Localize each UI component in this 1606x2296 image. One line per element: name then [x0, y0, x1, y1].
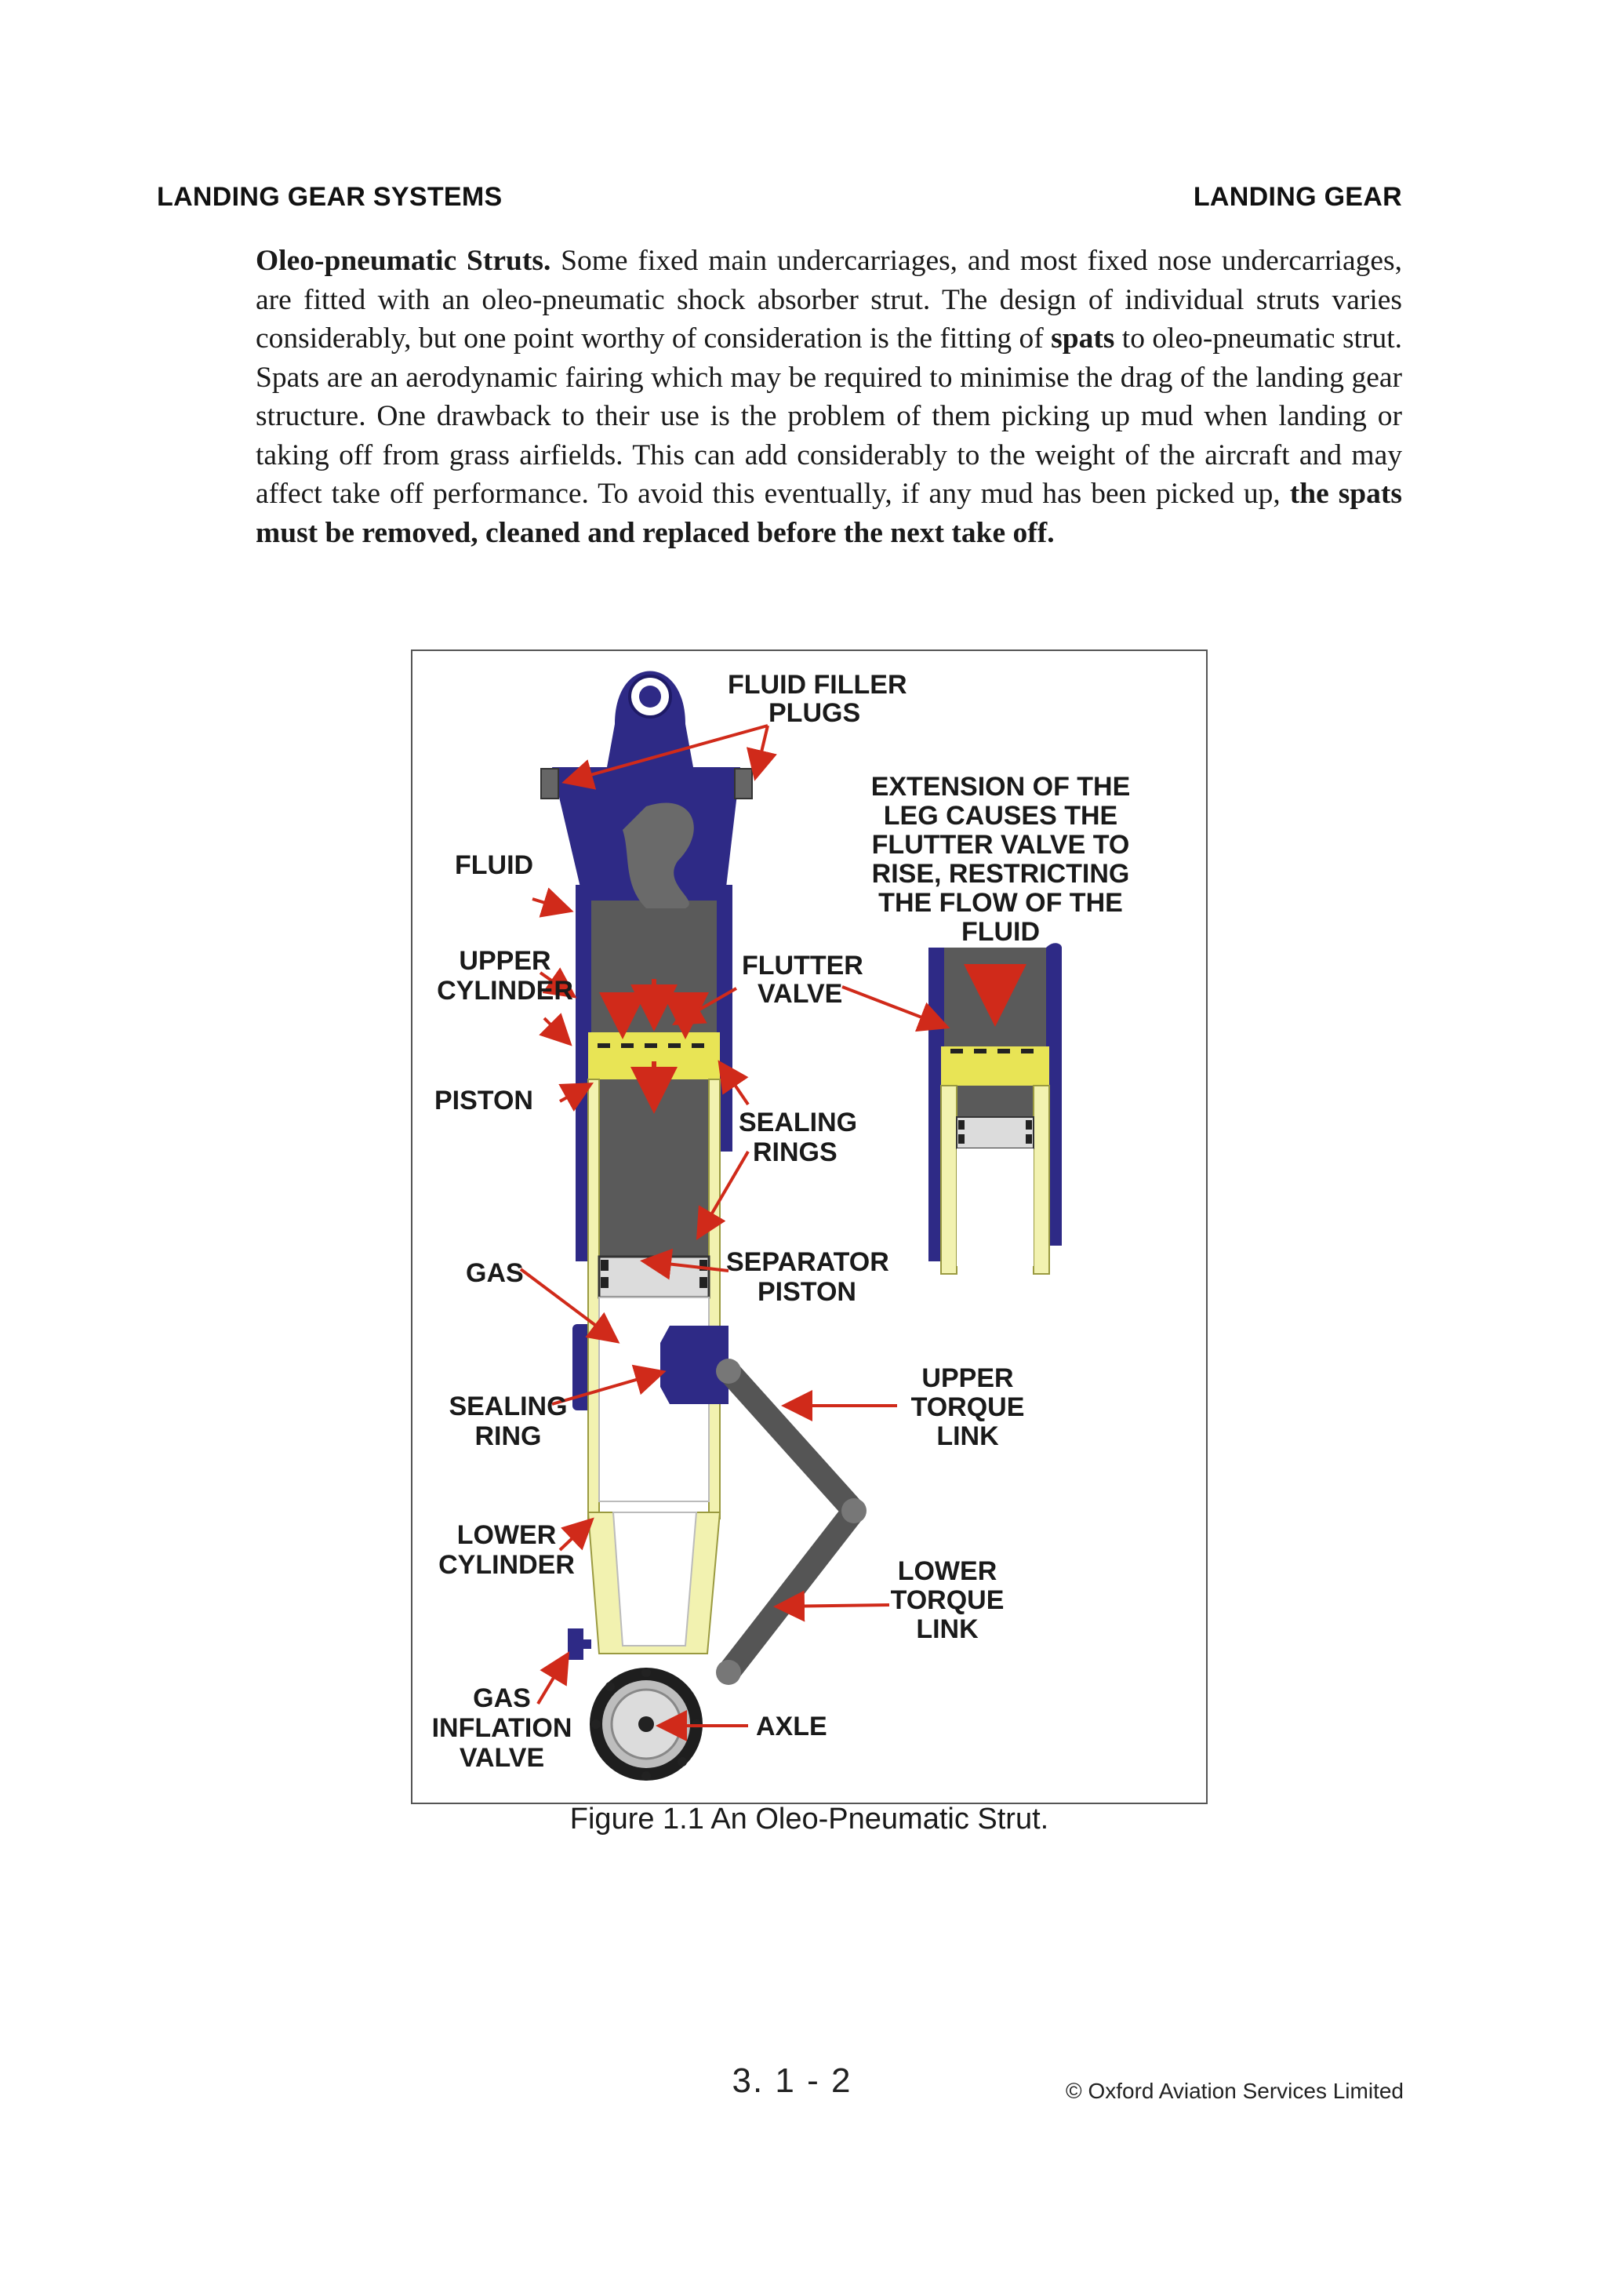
paragraph-lead: Oleo-pneumatic Struts.: [256, 245, 551, 277]
label-upper-cylinder-1: UPPER: [459, 946, 551, 976]
label-extension-1: EXTENSION OF THE: [870, 772, 1131, 802]
label-extension-2: LEG CAUSES THE: [883, 801, 1118, 831]
label-separator-piston-2: PISTON: [758, 1277, 856, 1307]
paragraph-text-1: Some fixed main undercarriages, and most fixed nose undercarriages, are fitted with an oleo-pneumatic shock absorber strut. The design of individual struts varies considerably, but one point worthy of consideration is the fitting of: [256, 245, 1402, 355]
paragraph-text-2: to oleo-pneumatic strut. Spats are an aerodynamic fairing which may be required to minimise the drag of the landing gear structure. One drawback to their use is the problem of them picking up mud when landing or taking off from grass airfields. This can add considerably to the weight of the aircraft and may affect take off performance. To avoid this eventually, if any mud has been picked up,: [256, 322, 1403, 510]
label-sealing-rings-2: RINGS: [753, 1137, 838, 1167]
label-extension-5: THE FLOW OF THE: [878, 888, 1123, 918]
paragraph-emphasis: spats: [1051, 322, 1115, 355]
label-upper-torque-3: LINK: [936, 1421, 999, 1451]
label-extension-3: FLUTTER VALVE TO: [871, 830, 1130, 860]
label-upper-cylinder-2: CYLINDER: [437, 976, 573, 1006]
label-sealing-rings-1: SEALING: [739, 1108, 858, 1137]
label-flutter-valve-1: FLUTTER: [742, 951, 863, 981]
label-flutter-valve-2: VALVE: [758, 979, 843, 1009]
label-lower-cylinder-2: CYLINDER: [438, 1550, 575, 1580]
torque-links: [716, 1359, 867, 1685]
filler-plug-right: [735, 769, 752, 799]
header-left: LANDING GEAR SYSTEMS: [157, 182, 503, 212]
label-extension-6: FLUID: [961, 917, 1041, 947]
oleo-strut-diagram: [411, 650, 1208, 1804]
label-fluid: FLUID: [455, 850, 534, 880]
label-sealing-ring-1: SEALING: [449, 1392, 568, 1421]
label-gas-inflation-1: GAS: [473, 1683, 531, 1713]
label-separator-piston-1: SEPARATOR: [726, 1247, 889, 1277]
body-paragraph: [256, 242, 1402, 552]
filler-plug-left: [541, 769, 558, 799]
label-sealing-ring-2: RING: [474, 1421, 542, 1451]
label-piston: PISTON: [434, 1086, 533, 1115]
label-lower-torque-1: LOWER: [897, 1556, 997, 1586]
main-strut: [541, 671, 752, 1661]
copyright-notice: © Oxford Aviation Services Limited: [1066, 2079, 1404, 2103]
page-number: 3. 1 - 2: [732, 2061, 852, 2100]
figure-caption: Figure 1.1 An Oleo-Pneumatic Strut.: [569, 1803, 1049, 1836]
label-gas: GAS: [466, 1258, 524, 1288]
label-lower-torque-2: TORQUE: [890, 1585, 1005, 1615]
flutter-valve-inset: [928, 943, 1062, 1274]
label-extension-4: RISE, RESTRICTING: [871, 859, 1130, 889]
header-right: LANDING GEAR: [1193, 182, 1402, 212]
label-upper-torque-1: UPPER: [921, 1363, 1014, 1393]
label-upper-torque-2: TORQUE: [910, 1392, 1025, 1422]
paragraph-final-warning: the spats must be removed, cleaned and replaced before the next take off.: [256, 478, 1402, 549]
label-gas-inflation-2: INFLATION: [431, 1713, 572, 1743]
label-fluid-filler-2: PLUGS: [768, 698, 861, 728]
label-axle: AXLE: [756, 1712, 827, 1741]
label-lower-torque-3: LINK: [916, 1614, 979, 1644]
label-gas-inflation-3: VALVE: [459, 1743, 545, 1773]
label-lower-cylinder-1: LOWER: [456, 1520, 557, 1550]
label-fluid-filler-1: FLUID FILLER: [728, 670, 907, 700]
